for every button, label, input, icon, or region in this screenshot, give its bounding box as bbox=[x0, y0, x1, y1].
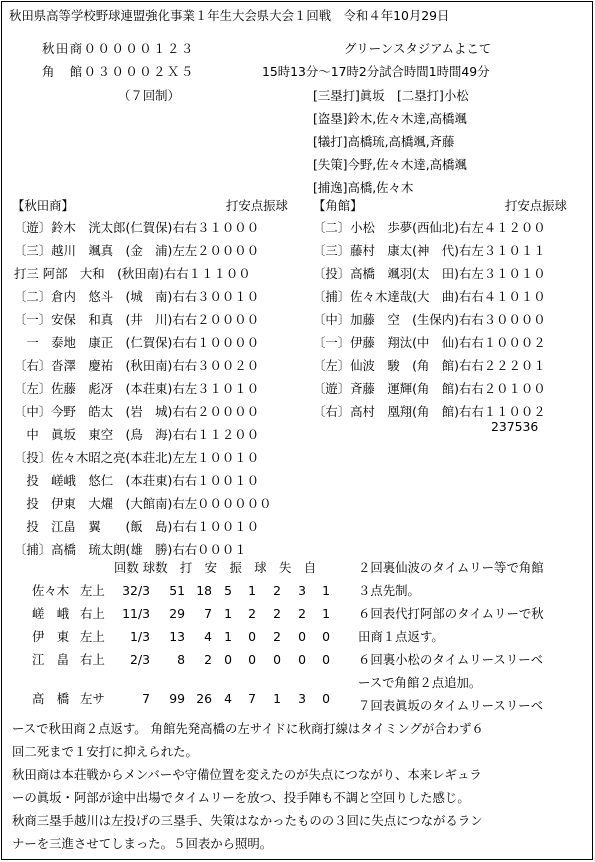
pitcher-bf: 26 bbox=[196, 691, 212, 706]
pitcher-so: 7 bbox=[248, 691, 256, 706]
pitcher-bf: 2 bbox=[204, 652, 212, 667]
summary-line: 秋田商は本荘戦からメンバーや守備位置を変えたのが失点につながり、本来レギュラ bbox=[12, 767, 482, 782]
pitcher-pitches: 99 bbox=[169, 691, 185, 706]
pitcher-r: 0 bbox=[298, 629, 306, 644]
pitcher-bb: 2 bbox=[273, 629, 281, 644]
summary-line: ースで角館２点追加。 bbox=[358, 675, 482, 690]
akita-player-row: 投 嵯峨 悠仁 (本荘東)右右１００１０ bbox=[14, 473, 260, 488]
summary-line: ースで秋田商２点返す。 角館先発高橋の左サイドに秋商打線はタイミングが合わず６ bbox=[12, 721, 484, 736]
linescore-kakunodate: 角 館０３０００２Ｘ５ bbox=[42, 64, 195, 79]
innings-note: （７回制） bbox=[118, 88, 180, 103]
akita-player-row: 〔捕〕高橋 琉太朗(雄 勝)右右０００１ bbox=[14, 542, 247, 557]
pitcher-er: 0 bbox=[322, 652, 330, 667]
pitcher-so: 0 bbox=[248, 652, 256, 667]
pitcher-ip: 7 bbox=[142, 691, 150, 706]
record-line: [捕逸]高橋,佐々木 bbox=[313, 180, 414, 195]
kakunodate-player-row: 〔右〕高村 凰翔(角 館)右右１１００２ bbox=[313, 404, 546, 419]
pitcher-bb: 2 bbox=[273, 606, 281, 621]
kakunodate-player-row: 〔捕〕佐々木達哉(大 曲)右右４１０１０ bbox=[313, 289, 546, 304]
pitcher-pitches: 29 bbox=[169, 606, 185, 621]
pitcher-hand: 左上 bbox=[80, 629, 105, 644]
kakunodate-player-row: 〔中〕加藤 空 (生保内)右右３００００ bbox=[313, 312, 546, 327]
kakunodate-totals: 237536 bbox=[491, 419, 539, 434]
summary-line: ナーを三進させてしまった。５回表から照明。 bbox=[12, 836, 273, 851]
pitcher-hand: 左上 bbox=[80, 583, 105, 598]
pitcher-bf: 18 bbox=[196, 583, 212, 598]
record-line: [犠打]高橋琉,高橋颯,斉藤 bbox=[313, 134, 455, 149]
pitcher-pitches: 51 bbox=[169, 583, 185, 598]
summary-line: ２回裏仙波のタイムリー等で角館 bbox=[358, 560, 544, 575]
akita-player-row: 中 眞坂 東空 (鳥 海)右右１１２００ bbox=[14, 427, 260, 442]
pitcher-er: 1 bbox=[322, 583, 330, 598]
pitcher-name: 伊 東 bbox=[32, 629, 70, 644]
kakunodate-player-row: 〔遊〕斉藤 運輝(角 館)右右２０１００ bbox=[313, 381, 546, 396]
pitcher-name: 嵯 峨 bbox=[32, 606, 70, 621]
akita-player-row: 〔中〕今野 皓太 (岩 城)右右２００００ bbox=[14, 404, 260, 419]
summary-line: ６回裏小松のタイムリースリーベ bbox=[358, 652, 543, 667]
kakunodate-stats-header: 打安点振球 bbox=[505, 198, 567, 213]
summary-line: 回二死まで１安打に抑えられた。 bbox=[12, 744, 198, 759]
pitcher-so: 0 bbox=[248, 629, 256, 644]
kakunodate-player-row: 〔三〕藤村 康太(神 代)右左３１０１１ bbox=[313, 243, 546, 258]
summary-line: ３点先制。 bbox=[358, 583, 420, 598]
pitcher-so: 2 bbox=[248, 606, 256, 621]
pitcher-name: 高 橋 bbox=[32, 691, 70, 706]
pitcher-r: 2 bbox=[298, 606, 306, 621]
pitcher-hand: 右上 bbox=[80, 606, 105, 621]
akita-stats-header: 打安点振球 bbox=[226, 198, 288, 213]
akita-player-row: 〔二〕倉内 悠斗 (城 南)右右３００１０ bbox=[14, 289, 260, 304]
pitcher-bf: 4 bbox=[204, 629, 212, 644]
record-line: [盗塁]鈴木,佐々木達,高橋颯 bbox=[313, 111, 467, 126]
kakunodate-player-row: 〔投〕高橋 颯羽(太 田)右左３１０１０ bbox=[313, 266, 546, 281]
pitcher-er: 1 bbox=[322, 606, 330, 621]
pitcher-pitches: 8 bbox=[177, 652, 185, 667]
akita-player-row: 打三 阿部 大和 (秋田南)右右１１１００ bbox=[14, 266, 251, 281]
record-line: [三塁打]眞坂 [二塁打]小松 bbox=[313, 88, 469, 103]
pitcher-so: 1 bbox=[248, 583, 256, 598]
pitcher-hand: 右上 bbox=[80, 652, 105, 667]
pitcher-ip: 32/3 bbox=[122, 583, 150, 598]
pitcher-er: 0 bbox=[322, 691, 330, 706]
akita-player-row: 〔三〕越川 颯真 (金 浦)左左２００００ bbox=[14, 243, 260, 258]
pitcher-hand: 左サ bbox=[80, 691, 105, 706]
linescore-akita: 秋田商０００００１２３ bbox=[42, 41, 195, 56]
pitcher-ip: 2/3 bbox=[130, 652, 150, 667]
game-time: 15時13分～17時2分試合時間1時間49分 bbox=[262, 64, 490, 79]
pitcher-name: 佐々木 bbox=[32, 583, 70, 598]
summary-line: 田商１点返す。 bbox=[358, 629, 444, 644]
pitcher-ip: 11/3 bbox=[122, 606, 150, 621]
pitcher-r: 3 bbox=[298, 691, 306, 706]
pitcher-name: 江 畠 bbox=[32, 652, 70, 667]
akita-player-row: 〔一〕安保 和真 (井 川)右右２００００ bbox=[14, 312, 260, 327]
pitcher-h: 4 bbox=[224, 691, 232, 706]
pitcher-pitches: 13 bbox=[169, 629, 185, 644]
summary-line: 秋商三塁手越川は左投げの三塁手、失策はなかったものの３回に失点につながるラン bbox=[12, 813, 483, 828]
pitcher-r: 3 bbox=[298, 583, 306, 598]
summary-line: ６回表代打阿部のタイムリーで秋 bbox=[358, 606, 544, 621]
pitcher-h: 0 bbox=[224, 652, 232, 667]
pitcher-h: 1 bbox=[224, 606, 232, 621]
pitcher-bb: 1 bbox=[273, 691, 281, 706]
summary-line: ７回表眞坂のタイムリースリーベ bbox=[358, 698, 543, 713]
venue: グリーンスタジアムよこて bbox=[344, 41, 492, 56]
pitcher-bf: 7 bbox=[204, 606, 212, 621]
akita-player-row: 〔遊〕鈴木 洸太郎(仁賀保)右右３１０００ bbox=[14, 220, 260, 235]
akita-player-row: 〔右〕沓澤 慶祐 (秋田南)右右３００２０ bbox=[14, 358, 260, 373]
pitcher-r: 0 bbox=[298, 652, 306, 667]
akita-team-label: 【秋田商】 bbox=[12, 198, 74, 213]
pitcher-bb: 0 bbox=[273, 652, 281, 667]
pitcher-ip: 1/3 bbox=[130, 629, 150, 644]
kakunodate-player-row: 〔左〕仙波 駿 (角 館)右右２２２０１ bbox=[313, 358, 546, 373]
akita-player-row: 〔投〕佐々木昭之亮(本荘北)左左１００１０ bbox=[14, 450, 260, 465]
pitcher-h: 1 bbox=[224, 629, 232, 644]
pitcher-h: 5 bbox=[224, 583, 232, 598]
akita-player-row: 投 江畠 翼 (飯 島)右右１００１０ bbox=[14, 519, 260, 534]
summary-line: ーの眞坂・阿部が途中出場でタイムリーを放つ、投手陣も不調と空回りした感じ。 bbox=[12, 790, 470, 805]
pitcher-er: 0 bbox=[322, 629, 330, 644]
pitching-header: 回数 球数 打 安 振 球 失 自 bbox=[114, 560, 317, 575]
pitcher-bb: 2 bbox=[273, 583, 281, 598]
record-line: [失策]今野,佐々木達,高橋颯 bbox=[313, 157, 467, 172]
kakunodate-team-label: 【角館】 bbox=[313, 198, 363, 213]
article-title: 秋田県高等学校野球連盟強化事業１年生大会県大会１回戦 令和４年10月29日 bbox=[9, 8, 450, 23]
kakunodate-player-row: 〔二〕小松 歩夢(西仙北)右左４１２００ bbox=[313, 220, 546, 235]
akita-player-row: 〔左〕佐藤 彪冴 (本荘東)右左３１０１０ bbox=[14, 381, 260, 396]
akita-player-row: 一 泰地 康正 (仁賀保)右右１００００ bbox=[14, 335, 260, 350]
akita-player-row: 投 伊東 大燿 (大館南)右左００００００ bbox=[14, 496, 272, 511]
kakunodate-player-row: 〔一〕伊藤 翔汰(中 仙)右右１０００２ bbox=[313, 335, 546, 350]
